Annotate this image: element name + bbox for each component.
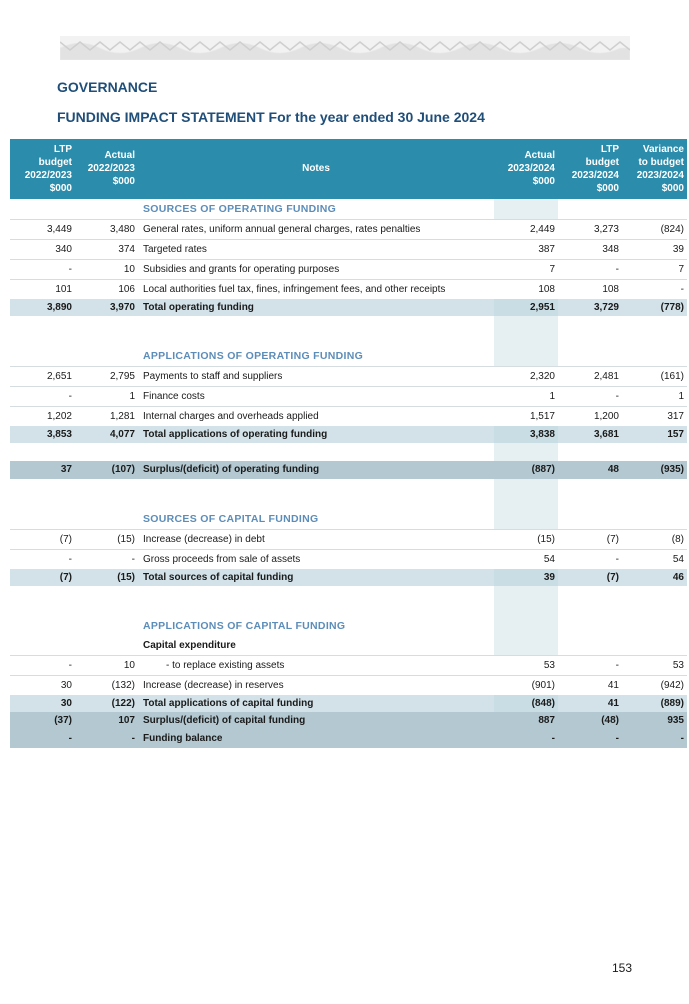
- table-header-row: [10, 139, 687, 199]
- table-cell: 48: [558, 461, 622, 479]
- table-cell: 3,838: [494, 426, 558, 443]
- table-cell: 46: [622, 569, 687, 586]
- table-cell: Internal charges and overheads applied: [138, 407, 494, 427]
- col-header-actual-2022: Actual 2022/2023 $000: [75, 139, 138, 199]
- table-cell: 54: [622, 550, 687, 570]
- table-cell: 30: [10, 676, 75, 696]
- section-header-row: [10, 199, 687, 220]
- table-cell: (15): [75, 569, 138, 586]
- table-cell: Increase (decrease) in reserves: [138, 676, 494, 696]
- table-row: [10, 220, 687, 240]
- table-row: [10, 530, 687, 550]
- table-cell: Local authorities fuel tax, fines, infringement fees, and other receipts: [138, 280, 494, 300]
- funding-impact-table: [10, 139, 687, 748]
- table-cell: 157: [622, 426, 687, 443]
- surplus-row: [10, 461, 687, 479]
- table-cell: 41: [558, 695, 622, 712]
- table-cell: 3,890: [10, 299, 75, 316]
- table-row: [10, 240, 687, 260]
- table-cell: Gross proceeds from sale of assets: [138, 550, 494, 570]
- table-cell: (7): [10, 569, 75, 586]
- table-cell: -: [10, 260, 75, 280]
- col-header-ltp-2023: LTP budget 2023/2024 $000: [558, 139, 622, 199]
- table-cell: 1,202: [10, 407, 75, 427]
- section-header-row: [10, 509, 687, 530]
- table-cell: (778): [622, 299, 687, 316]
- table-cell: Increase (decrease) in debt: [138, 530, 494, 550]
- table-cell: General rates, uniform annual general charges, rates penalties: [138, 220, 494, 240]
- funding-balance-row: [10, 730, 687, 748]
- table-cell: -: [10, 730, 75, 748]
- total-row: [10, 695, 687, 712]
- table-cell: 10: [75, 656, 138, 676]
- table-cell: 2,951: [494, 299, 558, 316]
- section-label: APPLICATIONS OF OPERATING FUNDING: [138, 346, 494, 367]
- table-cell: 54: [494, 550, 558, 570]
- table-cell: 348: [558, 240, 622, 260]
- table-cell: 3,853: [10, 426, 75, 443]
- table-cell: -: [10, 656, 75, 676]
- table-cell: (935): [622, 461, 687, 479]
- table-cell: (8): [622, 530, 687, 550]
- table-cell: Surplus/(deficit) of operating funding: [138, 461, 494, 479]
- total-row: [10, 299, 687, 316]
- table-cell: -: [75, 730, 138, 748]
- table-cell: (132): [75, 676, 138, 696]
- table-cell: 106: [75, 280, 138, 300]
- table-cell: -: [622, 280, 687, 300]
- subheading-row: [10, 636, 687, 656]
- table-cell: (15): [494, 530, 558, 550]
- table-cell: Funding balance: [138, 730, 494, 748]
- table-cell: 387: [494, 240, 558, 260]
- decorative-pattern-banner: [60, 36, 630, 60]
- table-cell: (7): [558, 569, 622, 586]
- section-label: SOURCES OF OPERATING FUNDING: [138, 199, 494, 220]
- table-cell: 2,651: [10, 367, 75, 387]
- table-cell: 1,517: [494, 407, 558, 427]
- table-cell: 2,795: [75, 367, 138, 387]
- table-cell: Payments to staff and suppliers: [138, 367, 494, 387]
- table-cell: 3,681: [558, 426, 622, 443]
- table-cell: (161): [622, 367, 687, 387]
- table-cell: 887: [494, 712, 558, 730]
- table-cell: -: [494, 730, 558, 748]
- table-cell: 7: [494, 260, 558, 280]
- section-heading: GOVERNANCE: [57, 79, 158, 95]
- table-cell: 30: [10, 695, 75, 712]
- table-cell: -: [558, 730, 622, 748]
- table-row: [10, 676, 687, 696]
- col-header-notes: Notes: [138, 139, 494, 199]
- table-cell: -: [558, 550, 622, 570]
- table-row: [10, 550, 687, 570]
- table-cell: 1,200: [558, 407, 622, 427]
- table-cell: 317: [622, 407, 687, 427]
- table-cell: (901): [494, 676, 558, 696]
- table-cell: (122): [75, 695, 138, 712]
- table-cell: 3,480: [75, 220, 138, 240]
- table-cell: - to replace existing assets: [138, 656, 494, 676]
- page-title: FUNDING IMPACT STATEMENT For the year ended 30 June 2024: [57, 109, 485, 125]
- table-cell: (824): [622, 220, 687, 240]
- table-cell: 2,449: [494, 220, 558, 240]
- table-cell: 41: [558, 676, 622, 696]
- table-cell: 2,320: [494, 367, 558, 387]
- table-cell: 340: [10, 240, 75, 260]
- table-cell: 39: [622, 240, 687, 260]
- total-row: [10, 426, 687, 443]
- table-cell: 37: [10, 461, 75, 479]
- table-row: [10, 280, 687, 300]
- table-cell: -: [558, 656, 622, 676]
- table-cell: -: [558, 387, 622, 407]
- col-header-ltp-2022: LTP budget 2022/2023 $000: [10, 139, 75, 199]
- section-label: APPLICATIONS OF CAPITAL FUNDING: [143, 620, 346, 632]
- total-row: [10, 569, 687, 586]
- table-cell: (7): [558, 530, 622, 550]
- table-cell: (848): [494, 695, 558, 712]
- table-cell: (887): [494, 461, 558, 479]
- table-cell: 935: [622, 712, 687, 730]
- table-cell: 3,273: [558, 220, 622, 240]
- table-cell: Total applications of capital funding: [138, 695, 494, 712]
- table-cell: 108: [558, 280, 622, 300]
- table-cell: (15): [75, 530, 138, 550]
- table-cell: 7: [622, 260, 687, 280]
- table-row: [10, 407, 687, 427]
- col-header-variance: Variance to budget 2023/2024 $000: [622, 139, 687, 199]
- table-cell: Subsidies and grants for operating purposes: [138, 260, 494, 280]
- subheading-label: Capital expenditure: [138, 636, 494, 656]
- table-cell: Surplus/(deficit) of capital funding: [138, 712, 494, 730]
- table-cell: 1: [75, 387, 138, 407]
- table-cell: 107: [75, 712, 138, 730]
- table-cell: -: [10, 550, 75, 570]
- col-header-actual-2023: Actual 2023/2024 $000: [494, 139, 558, 199]
- table-cell: (48): [558, 712, 622, 730]
- table-cell: (889): [622, 695, 687, 712]
- table-cell: 1: [494, 387, 558, 407]
- table-row: [10, 367, 687, 387]
- table-cell: 53: [622, 656, 687, 676]
- section-header-row: [10, 616, 687, 636]
- table-cell: (942): [622, 676, 687, 696]
- table-cell: Total operating funding: [138, 299, 494, 316]
- table-cell: 3,729: [558, 299, 622, 316]
- table-cell: 53: [494, 656, 558, 676]
- section-label: SOURCES OF CAPITAL FUNDING: [138, 509, 494, 530]
- section-header-row: [10, 346, 687, 367]
- table-row: [10, 260, 687, 280]
- table-cell: Finance costs: [138, 387, 494, 407]
- table-cell: 3,449: [10, 220, 75, 240]
- table-cell: (7): [10, 530, 75, 550]
- table-cell: 3,970: [75, 299, 138, 316]
- surplus-row: [10, 712, 687, 730]
- table-cell: 2,481: [558, 367, 622, 387]
- table-cell: (107): [75, 461, 138, 479]
- page-number: 153: [612, 961, 633, 975]
- table-cell: 108: [494, 280, 558, 300]
- table-cell: -: [10, 387, 75, 407]
- table-row: [10, 387, 687, 407]
- table-cell: 101: [10, 280, 75, 300]
- table-cell: -: [75, 550, 138, 570]
- table-cell: -: [622, 730, 687, 748]
- table-cell: 374: [75, 240, 138, 260]
- table-cell: 39: [494, 569, 558, 586]
- table-cell: Total applications of operating funding: [138, 426, 494, 443]
- table-cell: 1,281: [75, 407, 138, 427]
- table-cell: 10: [75, 260, 138, 280]
- table-row: [10, 656, 687, 676]
- table-cell: 1: [622, 387, 687, 407]
- table-cell: -: [558, 260, 622, 280]
- table-cell: Total sources of capital funding: [138, 569, 494, 586]
- table-cell: (37): [10, 712, 75, 730]
- table-cell: Targeted rates: [138, 240, 494, 260]
- table-cell: 4,077: [75, 426, 138, 443]
